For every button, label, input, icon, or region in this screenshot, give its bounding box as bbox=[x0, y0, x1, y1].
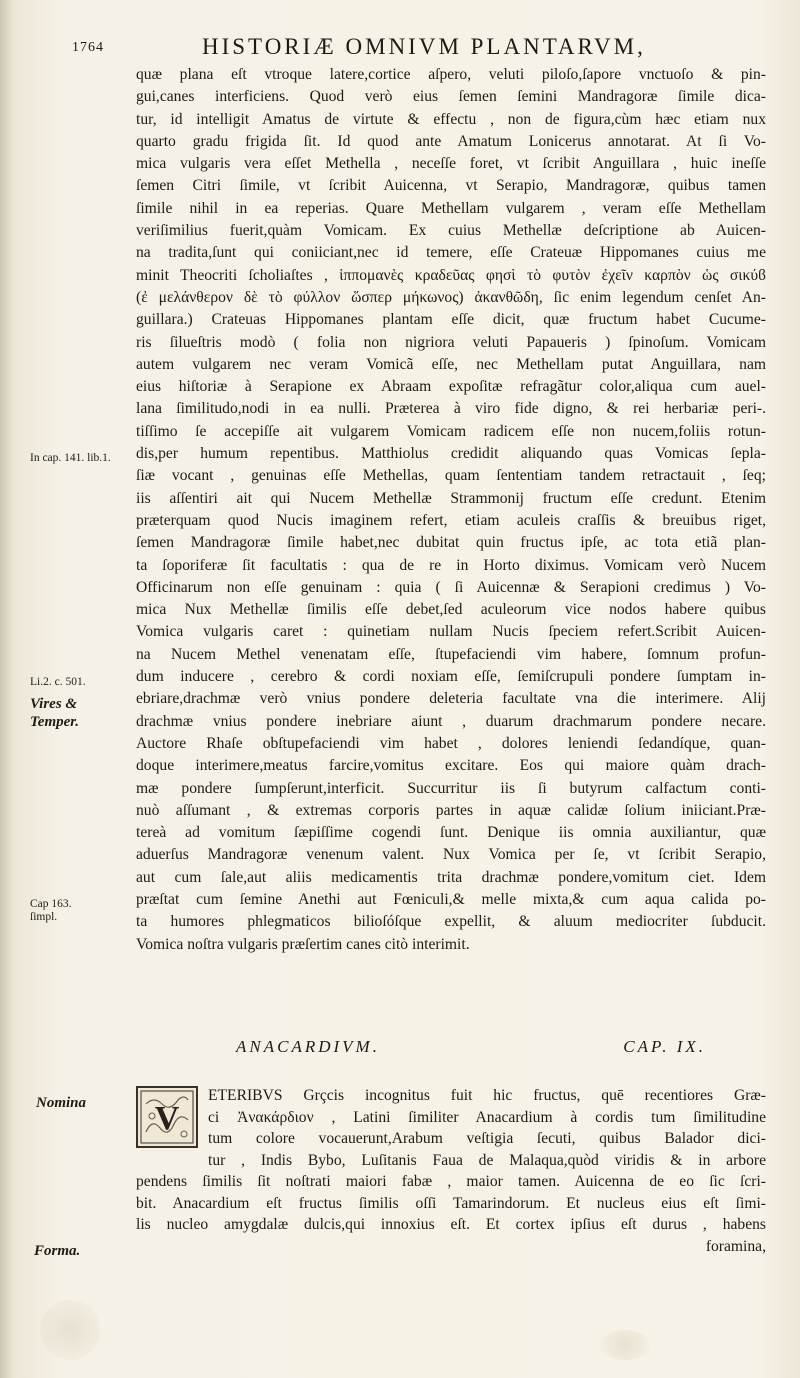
text-line: ſemen Citri ſimile, vt ſcribit Auicenna, vt Serapio, Mandragoræ, quibus tamen bbox=[136, 177, 766, 195]
text-line: Auctore Rhaſe obſtupefaciendi vim habet , dolores leniendi ſedandíque, quan- bbox=[136, 734, 766, 752]
text-line: lis nucleo amygdalæ dulcis,qui innoxius eſt. Et cortex ipſius eſt durus , habens bbox=[136, 1216, 766, 1233]
text-line: tur , Indis Bybo, Luſitanis Faua de Malaqua,quòd viridis & in arbore bbox=[208, 1151, 766, 1169]
text-line: ta ſoporiferæ ſit facultatis : qua de re in Horto diximus. Vomicam verò Nucem bbox=[136, 556, 766, 574]
text-line: dis,per humum repentibus. Matthiolus credidit aliquando quas Vomicas ſepla- bbox=[136, 445, 766, 463]
text-line: ta humores phlegmaticos bilioſóſque expellit, & aluum mediocriter ſubducit. bbox=[136, 913, 766, 931]
margin-note-forma: Forma. bbox=[34, 1243, 81, 1259]
text-line: mica vulgaris vera eſſet Methella , neceſſe foret, vt ſcribit Anguillara , huic ineſſe bbox=[136, 155, 766, 173]
text-line: (ἐ μελάνθερον δὲ τὸ φύλλον ὥσπερ μήκωνος) ἀκανθῶδη, ſic enim legendum cenſet An- bbox=[136, 288, 766, 306]
margin-note-cap-141: In cap. 141. lib.1. bbox=[30, 452, 111, 464]
text-line: ci Ἀνακάρδιον , Latini ſimiliter Anacardium à cordis tum ſimilitudine bbox=[208, 1108, 766, 1126]
page-header bbox=[72, 34, 772, 62]
text-line: ſemen Mandragoræ ſimile habet,nec dubitat quin fructus ipſe, ac tota etiã plan- bbox=[136, 534, 766, 552]
gutter-shadow bbox=[0, 0, 14, 1378]
text-line: na Nucem Methel venenatam eſſe, ſtupefaciendi vim habere, ſomnum profun- bbox=[136, 645, 766, 663]
text-line: veriſimilius fuerit,quàm Vomicam. Ex cuius Methellæ deſcriptione ab Auicen- bbox=[136, 222, 766, 240]
text-line: tur, id intelligit Amatus de virtute & effectu , non de figura,cùm hæc etiam nux bbox=[136, 110, 766, 128]
text-line: ris ſilueſtris modò ( folia non nigriora veluti Papaueris ) ſpinoſum. Vomicam bbox=[136, 333, 766, 351]
text-line: lana ſimilitudo,nodi in ea nulli. Præterea à viro fide digno, & rei herbariæ peri-. bbox=[136, 400, 766, 418]
text-line: præterquam quod Nucis imaginem refert, etiam aculeis craſſis & breuibus riget, bbox=[136, 511, 766, 529]
text-line: tum colore vocauerunt,Arabum veſtigia ſecuti, quibus Balador dici- bbox=[208, 1130, 766, 1147]
text-line: foramina, bbox=[705, 1237, 766, 1255]
text-line: præſtat cum ſemine Anethi aut Fœniculi,& melle mixta,& cum aqua calida po- bbox=[136, 890, 766, 908]
text-line: ſiæ vocant , genuinas eſſe Methellas, quam ſententiam tandem retractauit , ſeq; bbox=[136, 467, 766, 485]
text-line: na tradita,ſunt qui coniiciant,nec id temere, eſſe Crateuæ Hippomanes cuius me bbox=[136, 244, 766, 262]
initial-letter: V bbox=[154, 1100, 180, 1137]
running-title: HISTORIÆ OMNIVM PLANTARVM, bbox=[202, 34, 646, 59]
paper-stain bbox=[600, 1330, 650, 1360]
text-line: iis aſſentiri ait qui Nucem Methellæ Strammonij fructum eſſe credunt. Etenim bbox=[136, 489, 766, 507]
text-line: quarto gradu frigida ſit. Id quod ante Amatum Lonicerus annotarat. At ſi Vo- bbox=[136, 132, 766, 150]
paper-stain bbox=[40, 1300, 100, 1360]
margin-note-vires-temper: Vires & Temper. bbox=[30, 696, 80, 730]
text-line: bit. Anacardium eſt fructus ſimilis oſſi Tamarindorum. Et nucleus eius eſt ſimi- bbox=[136, 1194, 766, 1212]
text-line: gui,canes interficiens. Quod verò eius ſemen ſemini Mandragoræ ſimile dica- bbox=[136, 88, 766, 106]
text-line: mica Nux Methellæ ſimilis eſſe debet,ſed aculeorum vice nodos habere quibus bbox=[136, 601, 766, 619]
chapter-heading bbox=[236, 1037, 706, 1063]
text-line: aduerſus Mandragoræ venenum valent. Nux Vomica per ſe, vt ſcribit Serapio, bbox=[136, 846, 766, 864]
text-line: autem vulgarem nec veram Vomicã eſſe, nec Methellam putat Anguillara, nam bbox=[136, 355, 766, 373]
chapter-number: CAP. IX. bbox=[623, 1037, 706, 1056]
text-line: aut cum ſale,aut aliis medicamentis trita drachmæ pondere,vomitum ciet. Idem bbox=[136, 868, 766, 886]
text-line: ebriare,drachmæ verò vnius pondere deleteria facultate vna die interimere. Alij bbox=[136, 690, 766, 708]
chapter-title: ANACARDIVM. bbox=[236, 1037, 380, 1056]
text-line: mæ pondere ſumpſerunt,interficit. Succurritur iis ſi butyrum calfactum conti- bbox=[136, 779, 766, 797]
text-line: quæ plana eſt vtroque latere,cortice aſpero, veluti piloſo,ſapore vnctuoſo & pin- bbox=[136, 66, 766, 83]
text-line: minit Theocriti ſcholiaſtes , ἱππομανὲς κραδεῦας φησὶ τὸ φυτὸν ἐχεῖν καρπὸν ὡς σικύϐ bbox=[136, 266, 766, 284]
text-line: Officinarum non eſſe genuinam : quia ( ſi Auicennæ & Serapioni credimus ) Vo- bbox=[136, 578, 766, 596]
margin-note-nomina: Nomina bbox=[36, 1095, 87, 1111]
text-line: pendens ſimilis ſit noſtrati maiori fabæ , maior tamen. Auicenna de eo ſic ſcri- bbox=[136, 1173, 766, 1190]
text-line: tiſſimo ſe accepiſſe ait vulgarem Vomicam radicem eſſe non nucem,foliis rotun- bbox=[136, 422, 766, 440]
page-number: 1764 bbox=[72, 40, 104, 55]
text-line: Vomica vulgaris caret : quinetiam nullam Nucis ſpeciem refert.Scribit Auicen- bbox=[136, 623, 766, 641]
text-line: nuò aſſumant , & extremas corporis partes in aquæ calidæ ſolium iniiciant.Præ- bbox=[136, 801, 766, 819]
margin-note-cap-163: Cap 163. ſimpl. bbox=[30, 898, 72, 923]
chapter-text-block bbox=[136, 1085, 766, 1257]
margin-note-li-2: Li.2. c. 501. bbox=[30, 676, 86, 688]
text-line: ſimile nihil in ea reperias. Quare Methellam vulgarem , veram eſſe Methellam bbox=[136, 199, 766, 217]
text-line: tereà ad vomitum ſæpiſſime cogendi ſunt. Denique iis omnia auxiliantur, quæ bbox=[136, 824, 766, 842]
text-line: eius hiſtoriæ à Serapione ex Abraam expoſitæ refragãtur color,aliqua cum auel- bbox=[136, 378, 766, 396]
text-line: Vomica noſtra vulgaris præſertim canes citò interimit. bbox=[136, 935, 470, 953]
text-line: dum inducere , cerebro & cordi noxiam eſſe, ſemiſcrupuli pondere ſumptam in- bbox=[136, 668, 766, 686]
text-line: ETERIBVS Grçcis incognitus fuit hic fructus, quē recentiores Græ- bbox=[208, 1087, 766, 1104]
main-text-block bbox=[136, 64, 766, 956]
text-line: drachmæ vnius pondere inebriare aiunt , duarum drachmarum pondere necare. bbox=[136, 712, 766, 730]
text-line: doque interimere,meatus farcire,vomitus excitare. Eos qui maiore quàm drach- bbox=[136, 757, 766, 775]
text-line: guillara.) Crateuas Hippomanes plantam eſſe dicit, quæ fructum habet Cucume- bbox=[136, 311, 766, 329]
